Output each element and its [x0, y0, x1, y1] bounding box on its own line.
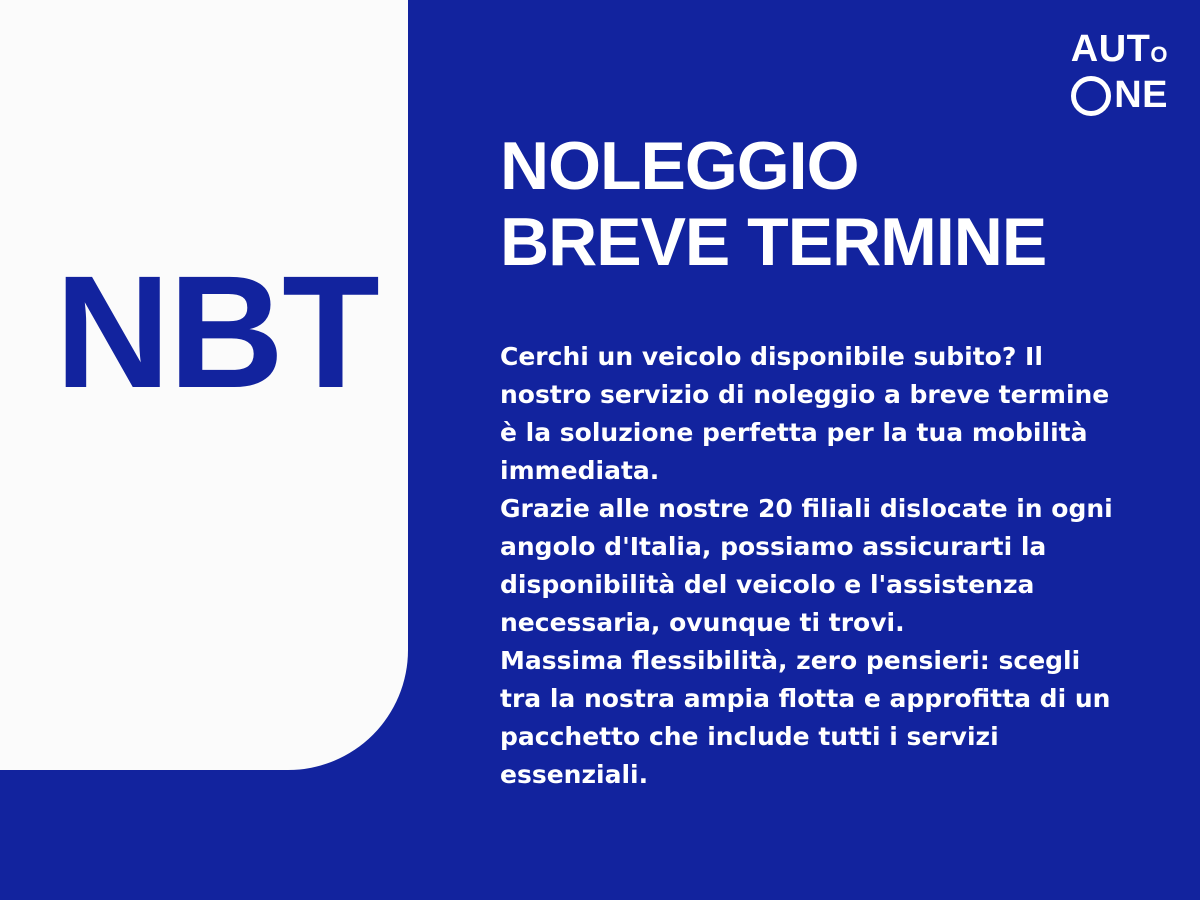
paragraph-1: Cerchi un veicolo disponibile subito? Il nostro servizio di noleggio a breve termine è la soluzione perfetta per la tua mobilità immediata.	[500, 342, 1110, 485]
nbt-logo: NBT	[55, 242, 378, 421]
headline-line-1: NOLEGGIO	[500, 128, 859, 204]
brand-line-one	[1008, 30, 1168, 68]
brand-text-o: O	[1150, 42, 1168, 67]
paragraph-2: Grazie alle nostre 20 filiali dislocate in ogni angolo d'Italia, possiamo assicurarti la disponibilità del veicolo e l'assistenza necessaria, ovunque ti trovi.	[500, 494, 1113, 637]
page-title	[500, 128, 1160, 280]
brand-text-ne: NE	[1114, 74, 1168, 116]
circle-o-icon	[1071, 76, 1111, 116]
brand-text-aut: AUT	[1070, 28, 1151, 70]
body-copy	[500, 338, 1120, 794]
brand-line-two	[1008, 74, 1168, 117]
autoone-brand-logo	[1008, 30, 1168, 120]
paragraph-3: Massima flessibilità, zero pensieri: scegli tra la nostra ampia flotta e approfitta di un pacchetto che include tutti i servizi essenziali.	[500, 646, 1111, 789]
headline-line-2: BREVE TERMINE	[500, 204, 1047, 280]
